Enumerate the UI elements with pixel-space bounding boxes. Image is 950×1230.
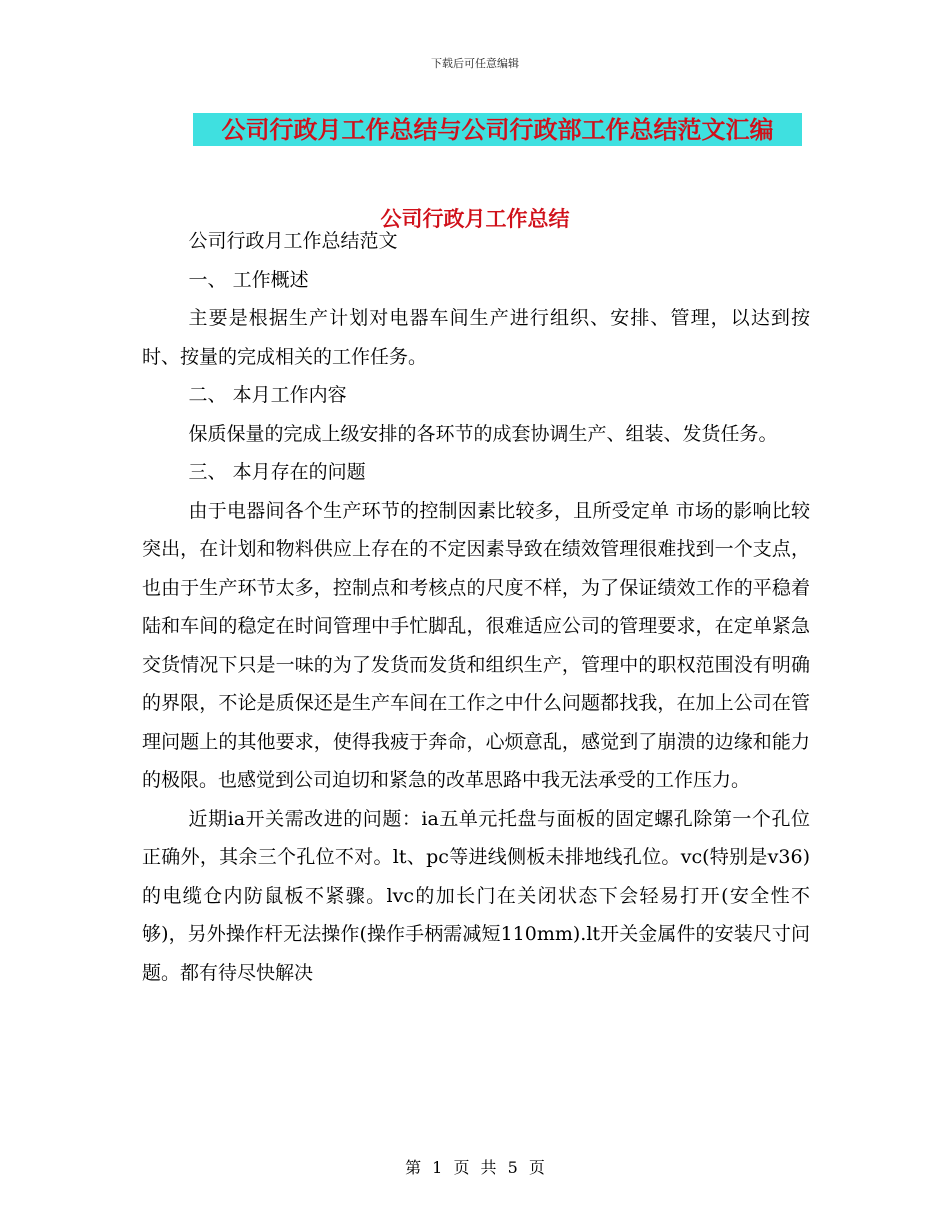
page-footer: 第 1 页 共 5 页 — [405, 1158, 545, 1177]
paragraph: 一、 工作概述 — [188, 268, 309, 291]
document-body — [142, 222, 810, 992]
paragraph: 公司行政月工作总结范文 — [188, 230, 398, 252]
paragraph: 三、 本月存在的问题 — [188, 461, 366, 483]
document-title: 公司行政月工作总结与公司行政部工作总结范文汇编 — [193, 113, 802, 146]
paragraph: 保质保量的完成上级安排的各环节的成套协调生产、组装、发货任务。 — [188, 422, 778, 445]
paragraph: 近期ia开关需改进的问题：ia五单元托盘与面板的固定螺孔除第一个孔位正确外，其余三个孔位不对。lt、pc等进线侧板未排地线孔位。vc(特别是v36)的电缆仓内防鼠板不紧骤。lvc的加长门在关闭状态下会轻易打开(安全性不够)，另外操作杆无法操作(操作手柄需减短110mm).lt开关金属件的安装尺寸问题。都有待尽快解决 — [142, 807, 810, 984]
header-note: 下载后可任意编辑 — [431, 57, 519, 70]
paragraph: 主要是根据生产计划对电器车间生产进行组织、安排、管理，以达到按时、按量的完成相关的工作任务。 — [142, 307, 810, 368]
paragraph: 二、 本月工作内容 — [188, 384, 347, 406]
paragraph: 由于电器间各个生产环节的控制因素比较多，且所受定单 市场的影响比较突出，在计划和物料供应上存在的不定因素导致在绩效管理很难找到一个支点，也由于生产环节太多，控制点和考核点的尺度不样，为了保证绩效工作的平稳着陆和车间的稳定在时间管理中手忙脚乱，很难适应公司的管理要求，在定单紧急交货情况下只是一味的为了发货而发货和组织生产，管理中的职权范围没有明确的界限，不论是质保还是生产车间在工作之中什么问题都找我，在加上公司在管理问题上的其他要求，使得我疲于奔命，心烦意乱，感觉到了崩溃的边缘和能力的极限。也感觉到公司迫切和紧急的改革思路中我无法承受的工作压力。 — [142, 499, 810, 791]
section-title: 公司行政月工作总结 — [380, 206, 570, 231]
